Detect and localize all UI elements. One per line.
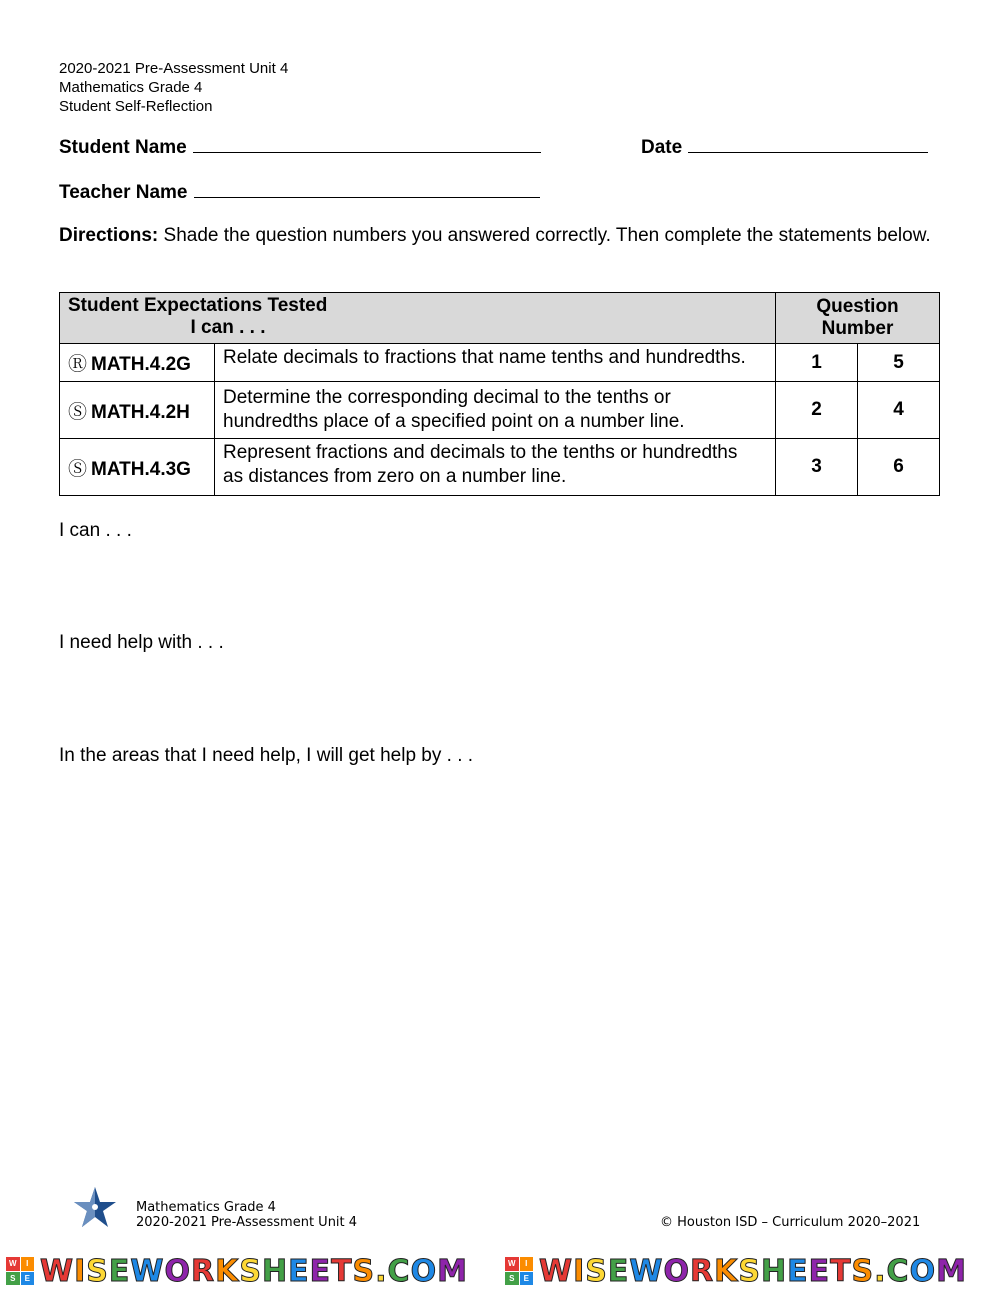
logo-letter: I: [21, 1257, 35, 1271]
student-name-line[interactable]: [193, 135, 541, 153]
watermark-strip: [0, 1252, 1000, 1290]
expectation-code: [60, 382, 215, 439]
expectations-table: [59, 292, 940, 496]
teacher-name-line[interactable]: [194, 180, 540, 198]
houston-isd-star-icon: [72, 1185, 118, 1231]
question-number-cell[interactable]: 3: [776, 439, 858, 496]
date-label: Date: [641, 137, 683, 158]
description-line: Relate decimals to fractions that name tenths and hundredths.: [223, 347, 746, 368]
header-number: Number: [821, 318, 894, 339]
teacher-name-label: Teacher Name: [59, 182, 188, 203]
expectation-description: [215, 344, 776, 382]
description-line: as distances from zero on a number line.: [223, 466, 567, 487]
footer-copyright: © Houston ISD – Curriculum 2020–2021: [660, 1215, 921, 1230]
code-text: MATH.4.2G: [91, 354, 191, 375]
footer-left: [136, 1200, 357, 1230]
logo-letter: W: [6, 1257, 20, 1271]
expectation-code: [60, 344, 215, 382]
code-text: MATH.4.3G: [91, 458, 191, 480]
watermark-text: WISEWORKSHEETS.COM: [539, 1253, 967, 1289]
watermark-text: WISEWORKSHEETS.COM: [40, 1253, 468, 1289]
student-name-label: Student Name: [59, 137, 187, 158]
logo-letter: S: [6, 1272, 20, 1286]
watermark-logo-icon: [6, 1257, 34, 1285]
directions-text: Shade the question numbers you answered correctly. Then complete the statements below.: [158, 225, 931, 246]
header-question-number: [776, 293, 940, 344]
logo-letter: I: [520, 1257, 534, 1271]
expectation-description: [215, 382, 776, 439]
directions-label: Directions:: [59, 225, 159, 246]
header-expectations: [60, 293, 776, 344]
header-i-can: I can . . .: [190, 317, 266, 338]
student-name-field[interactable]: [59, 135, 541, 159]
description-line: hundredths place of a specified point on a number line.: [223, 411, 685, 432]
question-number-cell[interactable]: 2: [776, 382, 858, 439]
header-title: Student Self-Reflection: [59, 98, 213, 115]
teacher-name-field[interactable]: [59, 180, 540, 204]
question-number-cell[interactable]: 1: [776, 344, 858, 382]
header-question: Question: [816, 296, 899, 317]
description-line: Determine the corresponding decimal to the tenths or: [223, 387, 671, 408]
code-text: MATH.4.2H: [91, 401, 190, 423]
table-row: [60, 344, 940, 382]
logo-letter: S: [505, 1272, 519, 1286]
prompt-need-help: I need help with . . .: [59, 632, 224, 653]
logo-letter: E: [21, 1272, 35, 1286]
supporting-mark: Ⓢ: [68, 458, 88, 480]
question-number-cell[interactable]: 5: [858, 344, 940, 382]
footer-unit: 2020-2021 Pre-Assessment Unit 4: [136, 1215, 358, 1230]
logo-letter: W: [505, 1257, 519, 1271]
supporting-mark: Ⓢ: [68, 401, 88, 423]
header-subject: Mathematics Grade 4: [59, 79, 203, 96]
date-line[interactable]: [688, 135, 928, 153]
expectation-description: [215, 439, 776, 496]
watermark-logo-icon: [505, 1257, 533, 1285]
header-assessment: 2020-2021 Pre-Assessment Unit 4: [59, 60, 289, 77]
prompt-get-help: In the areas that I need help, I will get help by . . .: [59, 745, 474, 766]
expectation-code: [60, 439, 215, 496]
document-header: [59, 59, 288, 116]
readiness-mark: Ⓡ: [68, 354, 88, 375]
prompt-i-can: I can . . .: [59, 520, 132, 541]
logo-letter: E: [520, 1272, 534, 1286]
footer-subject: Mathematics Grade 4: [136, 1200, 276, 1215]
watermark: [6, 1252, 468, 1290]
question-number-cell[interactable]: 6: [858, 439, 940, 496]
table-row: [60, 439, 940, 496]
table-row: [60, 382, 940, 439]
date-field[interactable]: [641, 135, 928, 159]
description-line: Represent fractions and decimals to the tenths or hundredths: [223, 442, 738, 463]
table-header-row: [60, 293, 940, 344]
question-number-cell[interactable]: 4: [858, 382, 940, 439]
header-expectations-title: Student Expectations Tested: [68, 295, 328, 316]
directions: [59, 225, 939, 247]
watermark: [505, 1252, 967, 1290]
